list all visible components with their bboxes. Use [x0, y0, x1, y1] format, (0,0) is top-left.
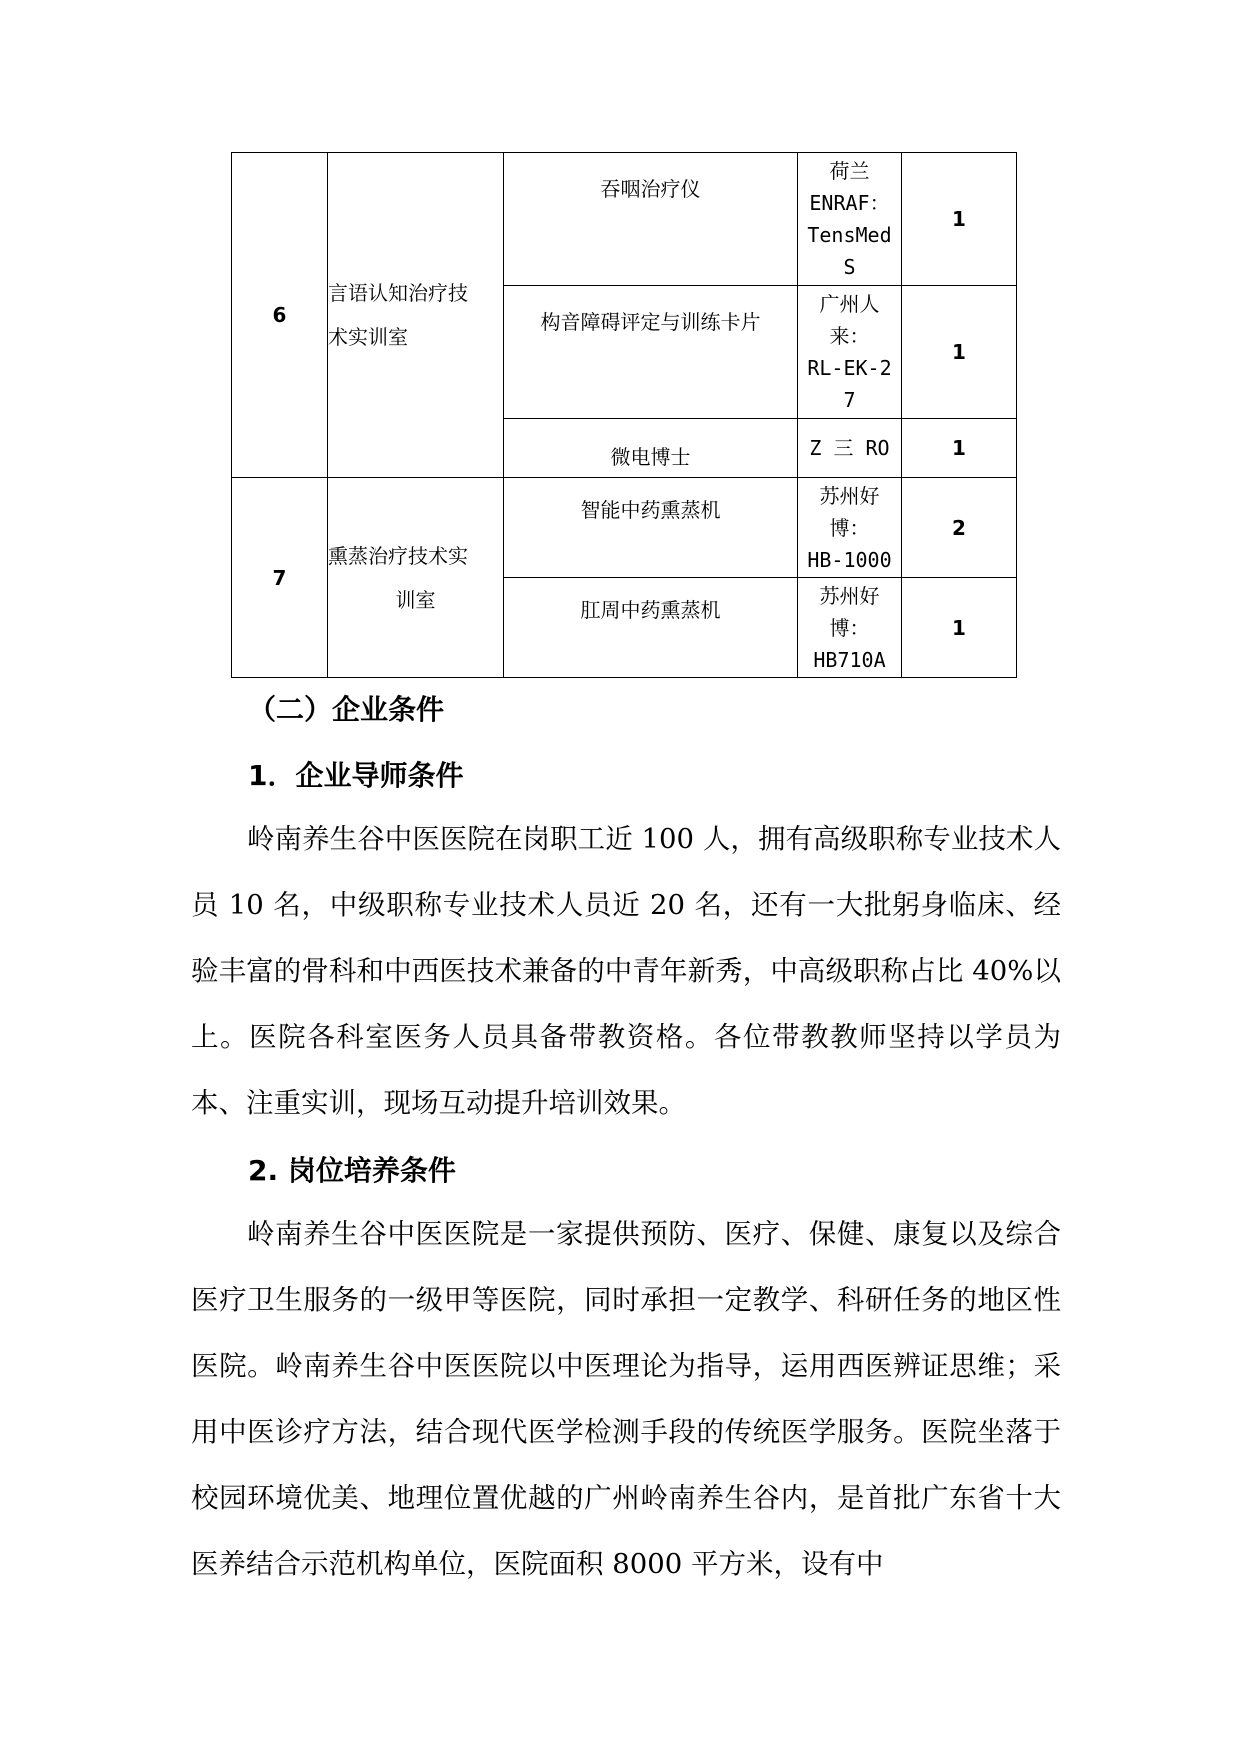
body-paragraph: 岭南养生谷中医医院在岗职工近 100 人，拥有高级职称专业技术人员 10 名，中级职称专业技术人员近 20 名，还有一大批躬身临床、经验丰富的骨科和中西医技术兼备的中青年新秀，中高级职称占比 40%以上。医院各科室医务人员具备带教资格。各位带教教师坚持以学员为本、注重实训，现场互动提升培训效果。 [191, 823, 1061, 1119]
table-row [232, 478, 1017, 578]
model-line: 博： [829, 515, 870, 540]
model-line: TensMed [807, 223, 892, 247]
equipment-table [231, 152, 1017, 678]
model-line: ENRAF： [809, 191, 890, 215]
subsection-heading: 2. 岗位培养条件 [248, 1154, 456, 1187]
device-quantity: 2 [902, 478, 1017, 578]
device-model [798, 153, 902, 286]
device-quantity: 1 [902, 286, 1017, 419]
model-line: 苏州好 [819, 483, 880, 508]
body-paragraph: 岭南养生谷中医医院是一家提供预防、医疗、保健、康复以及综合医疗卫生服务的一级甲等医院，同时承担一定教学、科研任务的地区性医院。岭南养生谷中医医院以中医理论为指导，运用西医辨证思维；采用中医诊疗方法，结合现代医学检测手段的传统医学服务。医院坐落于校园环境优美、地理位置优越的广州岭南养生谷内，是首批广东省十大医养结合示范机构单位，医院面积 8000 平方米，设有中 [191, 1218, 1061, 1580]
section-heading: （二）企业条件 [248, 693, 445, 726]
device-name: 智能中药熏蒸机 [504, 478, 798, 578]
device-name: 构音障碍评定与训练卡片 [504, 286, 798, 419]
device-model [798, 578, 902, 678]
device-name: 微电博士 [504, 419, 798, 478]
model-line: HB710A [813, 647, 886, 672]
device-model [798, 419, 902, 478]
device-model [798, 478, 902, 578]
device-name: 肛周中药熏蒸机 [504, 578, 798, 678]
model-line: 7 [843, 388, 856, 412]
room-name [328, 153, 504, 478]
model-line: 苏州好 [819, 583, 880, 608]
room-name-line: 熏蒸治疗技术实 [328, 543, 468, 568]
device-quantity: 1 [902, 419, 1017, 478]
table-row [232, 153, 1017, 286]
model-line: HB-1000 [807, 547, 892, 572]
model-line: 荷兰 [829, 159, 870, 183]
model-line: Z 三 RO [809, 436, 890, 460]
row-number: 6 [232, 153, 328, 478]
room-name-line: 言语认知治疗技 [328, 281, 468, 305]
subsection-heading: 1．企业导师条件 [248, 759, 464, 792]
model-line: 广州人 [819, 292, 880, 316]
room-name-line: 术实训室 [328, 325, 408, 349]
device-quantity: 1 [902, 153, 1017, 286]
model-line: RL-EK-2 [807, 356, 892, 380]
row-number: 7 [232, 478, 328, 678]
device-name: 吞咽治疗仪 [504, 153, 798, 286]
model-line: 来： [829, 324, 870, 348]
device-model [798, 286, 902, 419]
device-quantity: 1 [902, 578, 1017, 678]
model-line: S [843, 255, 856, 279]
model-line: 博： [829, 615, 870, 640]
room-name [328, 478, 504, 678]
room-name-line: 训室 [395, 587, 436, 612]
